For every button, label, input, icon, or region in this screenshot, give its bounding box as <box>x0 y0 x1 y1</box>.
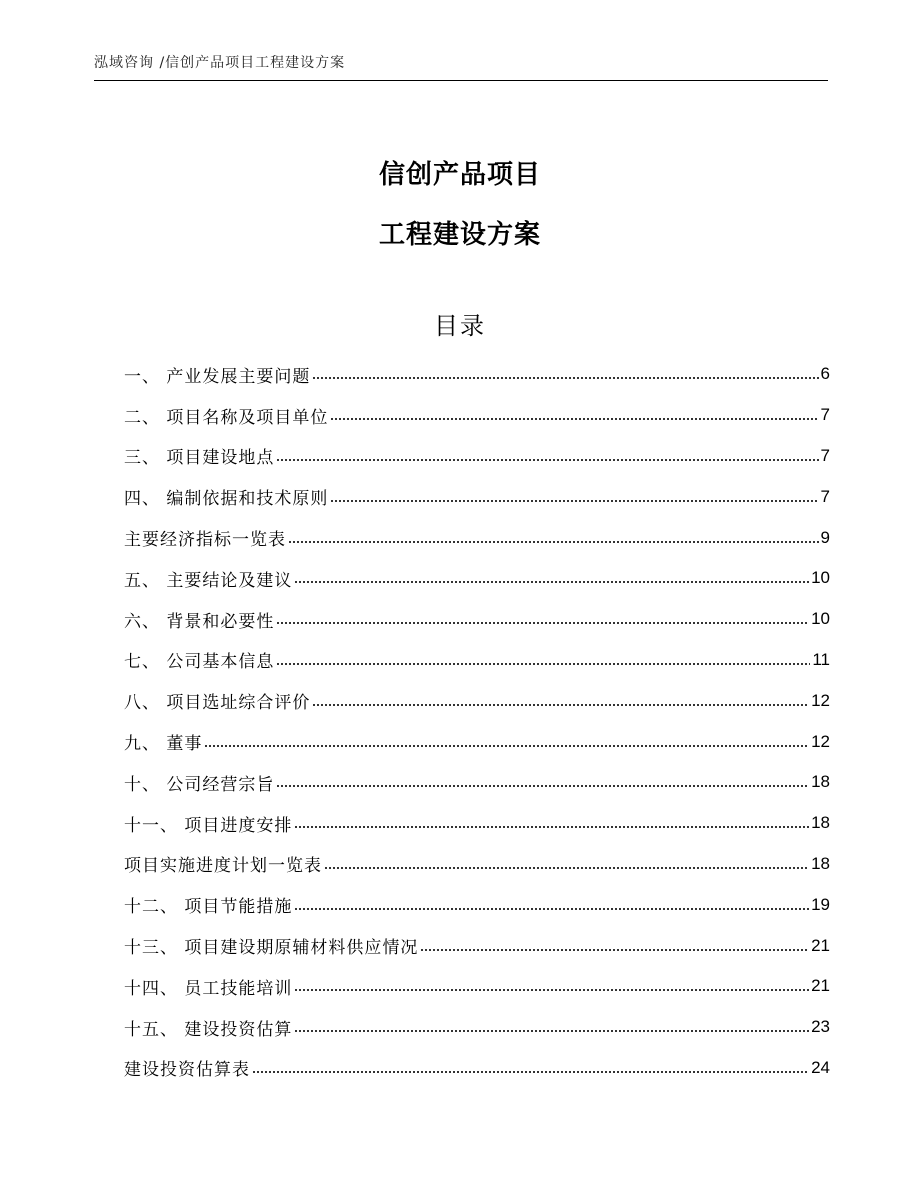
toc-entry-page: 6 <box>820 364 830 384</box>
toc-entry-title: 建设投资估算表 <box>124 1060 250 1081</box>
toc-dot-leader <box>294 581 809 583</box>
toc-entry-title: 五、 主要结论及建议 <box>124 570 293 591</box>
toc-entry-title: 十五、 建设投资估算 <box>124 1019 293 1040</box>
toc-entry[interactable] <box>124 640 830 681</box>
running-header: 泓域咨询 /信创产品项目工程建设方案 <box>94 52 828 81</box>
toc-entry-page: 21 <box>811 976 830 996</box>
toc-entry[interactable] <box>124 966 830 1007</box>
toc-entry[interactable] <box>124 395 830 436</box>
toc-entry-page: 23 <box>811 1017 830 1037</box>
toc-entry[interactable] <box>124 1007 830 1048</box>
toc-entry-page: 10 <box>811 568 830 588</box>
toc-dot-leader <box>420 949 809 951</box>
toc-entry-page: 7 <box>820 486 830 506</box>
toc-dot-leader <box>252 1071 809 1073</box>
toc-entry[interactable] <box>124 354 830 395</box>
table-of-contents <box>124 354 830 1088</box>
toc-dot-leader <box>312 704 809 706</box>
toc-entry-page: 18 <box>811 772 830 792</box>
document-title-line-1: 信创产品项目 <box>378 160 541 190</box>
toc-entry[interactable] <box>124 884 830 925</box>
toc-entry[interactable] <box>124 762 830 803</box>
toc-entry[interactable] <box>124 599 830 640</box>
toc-dot-leader <box>330 418 818 420</box>
toc-entry-page: 9 <box>820 527 830 547</box>
toc-entry-page: 10 <box>811 609 830 629</box>
toc-entry-title: 八、 项目选址综合评价 <box>124 693 311 714</box>
toc-entry-title: 项目实施进度计划一览表 <box>124 856 322 877</box>
toc-entry[interactable] <box>124 1048 830 1089</box>
document-title-line-2: 工程建设方案 <box>378 220 541 250</box>
toc-entry-page: 11 <box>812 649 830 669</box>
toc-dot-leader <box>288 541 819 543</box>
toc-entry[interactable] <box>124 803 830 844</box>
toc-entry-title: 十三、 项目建设期原辅材料供应情况 <box>124 938 419 959</box>
toc-entry-title: 六、 背景和必要性 <box>124 611 275 632</box>
toc-entry-page: 18 <box>811 813 830 833</box>
toc-entry-title: 十一、 项目进度安排 <box>124 815 293 836</box>
toc-entry-title: 四、 编制依据和技术原则 <box>124 489 329 510</box>
toc-entry-page: 19 <box>811 894 830 914</box>
toc-entry-title: 九、 董事 <box>124 734 203 755</box>
toc-entry[interactable] <box>124 721 830 762</box>
toc-dot-leader <box>330 500 818 502</box>
toc-entry-title: 一、 产业发展主要问题 <box>124 366 311 387</box>
toc-entry-page: 24 <box>811 1057 830 1077</box>
toc-entry-title: 主要经济指标一览表 <box>124 530 286 551</box>
toc-entry-title: 二、 项目名称及项目单位 <box>124 407 329 428</box>
toc-entry-page: 12 <box>811 731 830 751</box>
toc-entry[interactable] <box>124 558 830 599</box>
toc-entry-page: 12 <box>811 690 830 710</box>
toc-dot-leader <box>276 785 809 787</box>
toc-entry-title: 十、 公司经营宗旨 <box>124 774 275 795</box>
toc-dot-leader <box>294 1030 809 1032</box>
toc-entry-page: 18 <box>811 853 830 873</box>
toc-dot-leader <box>294 908 809 910</box>
toc-entry[interactable] <box>124 925 830 966</box>
toc-entry[interactable] <box>124 844 830 885</box>
toc-dot-leader <box>294 989 809 991</box>
toc-entry[interactable] <box>124 517 830 558</box>
toc-entry[interactable] <box>124 436 830 477</box>
toc-entry[interactable] <box>124 680 830 721</box>
toc-entry-title: 三、 项目建设地点 <box>124 448 275 469</box>
toc-entry-page: 7 <box>820 405 830 425</box>
toc-dot-leader <box>204 745 809 747</box>
toc-entry-page: 21 <box>811 935 830 955</box>
toc-entry-page: 7 <box>820 445 830 465</box>
toc-entry-title: 七、 公司基本信息 <box>124 652 275 673</box>
toc-dot-leader <box>294 826 809 828</box>
toc-entry[interactable] <box>124 476 830 517</box>
toc-dot-leader <box>312 377 818 379</box>
toc-dot-leader <box>276 622 809 624</box>
toc-entry-title: 十二、 项目节能措施 <box>124 897 293 918</box>
toc-heading: 目录 <box>434 312 486 340</box>
toc-dot-leader <box>324 867 809 869</box>
toc-dot-leader <box>276 459 818 461</box>
toc-entry-title: 十四、 员工技能培训 <box>124 978 293 999</box>
toc-dot-leader <box>276 663 810 665</box>
